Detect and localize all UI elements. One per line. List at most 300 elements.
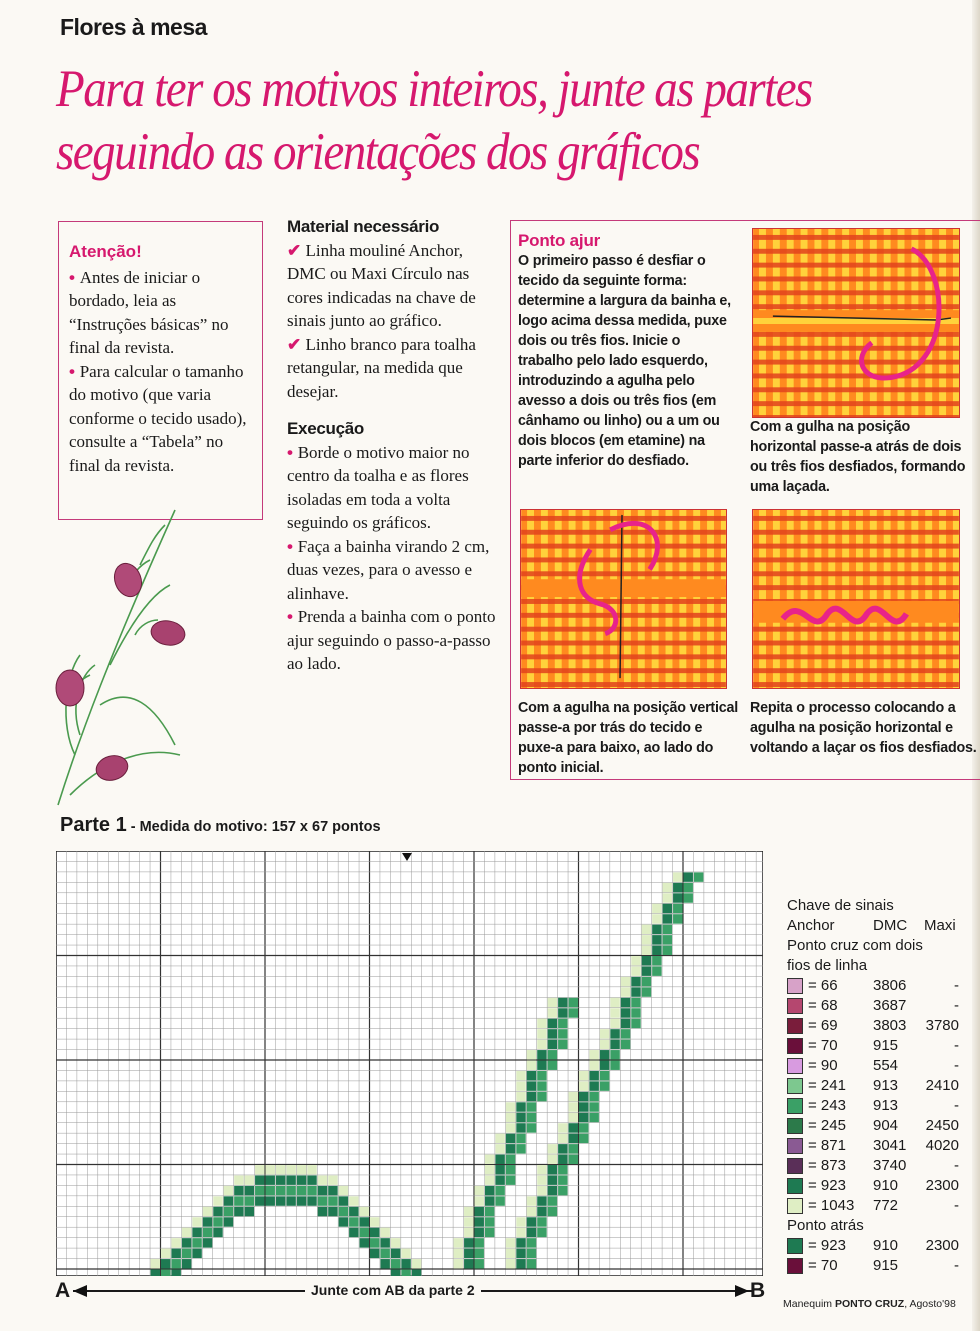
symbol-swatch-icon [787,1138,803,1154]
stitch-cell [579,1092,588,1101]
stitch-cell [328,1207,337,1216]
stitch-cell [297,1186,306,1195]
stitch-cell [475,1238,484,1247]
stitch-cell [213,1196,222,1205]
stitch-cell [506,1123,515,1132]
cross-stitch-chart [56,851,763,1276]
stitch-cell [652,914,661,923]
stitch-cell [349,1217,358,1226]
stitch-cell [610,1008,619,1017]
stitch-cell [527,1217,536,1226]
stitch-cell [642,935,651,944]
stitch-cell [569,1134,578,1143]
key-maxi: 2410 [925,1077,959,1094]
stitch-cell [485,1207,494,1216]
stitch-cell [516,1144,525,1153]
key-maxi: - [954,1057,959,1074]
execution-item-2: • Faça a bainha virando 2 cm, duas vezes, para o avesso e alinhave. [287,536,490,603]
stitch-cell [266,1186,275,1195]
stitch-cell [673,893,682,902]
key-maxi: - [954,1037,959,1054]
step-2-caption: Com a agulha na posição vertical passe-a por trás do tecido e puxe-a para baixo, ao lado do ponto inicial. [518,700,739,776]
key-dmc: 554 [873,1057,899,1074]
stitch-cell [454,1249,463,1258]
key-row [787,1236,980,1256]
stitch-cell [537,1071,546,1080]
attention-box [58,221,263,520]
stitch-cell [464,1259,473,1268]
stitch-cell [589,1102,598,1111]
stitch-cell [663,883,672,892]
stitch-cell [621,1019,630,1028]
stitch-cell [182,1238,191,1247]
stitch-cell [569,998,578,1007]
stitch-cell [537,1175,546,1184]
key-row [787,1196,980,1216]
stitch-cell [475,1259,484,1268]
stitch-cell [579,1134,588,1143]
key-dmc: 3687 [873,997,907,1014]
stitch-cell [307,1175,316,1184]
stitch-cell [203,1207,212,1216]
stitch-cell [349,1196,358,1205]
material-item-1: ✔ Linha mouliné Anchor, DMC ou Maxi Círculo nas cores indicadas na chave de sinais junto ao gráfico. [287,240,476,330]
stitch-cell [516,1102,525,1111]
stitch-cell [192,1249,201,1258]
stitch-cell [370,1217,379,1226]
join-text: Junte com AB da parte 2 [305,1282,481,1298]
stitch-cell [652,956,661,965]
key-maxi: - [954,1257,959,1274]
symbol-swatch-icon [787,1258,803,1274]
key-maxi: 2300 [925,1237,959,1254]
stitch-cell [203,1238,212,1247]
symbol-swatch-icon [787,1158,803,1174]
key-row [787,1136,980,1156]
step-3-caption: Repita o processo colocando a agulha na posição horizontal e voltando a laçar os fios desfiados. [750,700,977,756]
key-col-dmc: DMC [873,917,908,934]
stitch-cell [589,1092,598,1101]
bullet-icon: • [287,536,298,556]
stitch-cell [527,1249,536,1258]
arrow-right-icon [735,1284,749,1298]
stitch-cell [370,1238,379,1247]
stitch-cell [495,1175,504,1184]
bullet-icon: • [69,361,80,381]
stitch-cell [506,1113,515,1122]
stitch-cell [245,1175,254,1184]
stitch-cell [527,1081,536,1090]
stitch-cell [548,998,557,1007]
stitch-cell [224,1207,233,1216]
symbol-swatch-icon [787,1058,803,1074]
footer: Manequim PONTO CRUZ, Agosto'98 [783,1298,956,1310]
key-section-backstitch: Ponto atrás [787,1217,864,1234]
material-item-2: ✔ Linho branco para toalha retangular, na medida que desejar. [287,334,476,401]
stitch-cell [537,1207,546,1216]
tulip-bud [93,752,130,783]
material-title: Material necessário [287,217,440,236]
key-row [787,976,980,996]
stitch-cell [506,1134,515,1143]
stitch-cell [506,1259,515,1268]
key-dmc: 913 [873,1077,899,1094]
key-dmc: 3803 [873,1017,907,1034]
key-dmc: 915 [873,1257,899,1274]
stitch-cell [642,977,651,986]
stitch-cell [401,1259,410,1268]
stitch-cell [380,1249,389,1258]
stitch-cell [548,1050,557,1059]
stitch-cell [516,1217,525,1226]
key-section-cross: Ponto cruz com dois fios de linha [787,937,923,974]
stitch-cell [527,1113,536,1122]
attention-title: Atenção! [69,242,142,261]
stitch-cell [307,1165,316,1174]
stitch-cell [621,977,630,986]
stitch-cell [558,1040,567,1049]
stitch-cell [652,946,661,955]
stitch-cell [255,1165,264,1174]
attention-item-2: • Para calcular o tamanho do motivo (que varia conforme o tecido usado), consulte a “Tabela” no final da revista. [69,361,247,475]
stitch-cell [266,1175,275,1184]
symbol-swatch-icon [787,998,803,1014]
stitch-cell [610,1040,619,1049]
stitch-cell [360,1238,369,1247]
stitch-cell [516,1238,525,1247]
checkmark-icon: ✔ [287,334,302,354]
stitch-cell [631,966,640,975]
stitch-cell [464,1249,473,1258]
stitch-cell [579,1123,588,1132]
stitch-cell [360,1228,369,1237]
stitch-cell [548,1207,557,1216]
stitch-cell [600,1061,609,1070]
key-anchor: = 70 [808,1037,838,1054]
stitch-cell [527,1092,536,1101]
stitch-cell [621,1029,630,1038]
ajur-intro [518,231,733,471]
stitch-cell [391,1249,400,1258]
stitch-cell [475,1186,484,1195]
stitch-cell [412,1270,421,1277]
stitch-cell [182,1228,191,1237]
stitch-cell [537,1040,546,1049]
key-maxi: - [954,1157,959,1174]
stitch-diagram-1 [752,228,960,418]
stitch-cell [506,1165,515,1174]
stitch-cell [401,1270,410,1277]
bullet-icon: • [69,267,80,287]
stitch-cell [485,1228,494,1237]
stitch-cell [182,1249,191,1258]
symbol-swatch-icon [787,1098,803,1114]
stitch-cell [663,904,672,913]
section-title: Flores à mesa [60,14,207,40]
stitch-cell [694,872,703,881]
stitch-cell [349,1228,358,1237]
join-line [55,1279,775,1305]
stitch-cell [475,1207,484,1216]
stitch-cell [516,1071,525,1080]
stitch-cell [360,1217,369,1226]
step-1-caption: Com a gulha na posição horizontal passe-a atrás de dois ou três fios desfiados, formando uma laçada. [750,419,966,495]
symbol-swatch-icon [787,1038,803,1054]
stitch-cell [318,1207,327,1216]
part-title: Parte 1 - Medida do motivo: 157 x 67 pontos [60,814,381,836]
stitch-cell [600,1040,609,1049]
stitch-cell [548,1008,557,1017]
stitch-cell [171,1249,180,1258]
stitch-cell [255,1175,264,1184]
stitch-cell [495,1186,504,1195]
stitch-cell [537,1081,546,1090]
stitch-cell [527,1259,536,1268]
stitch-cell [464,1217,473,1226]
stitch-cell [286,1186,295,1195]
key-title: Chave de sinais [787,897,894,914]
stitch-cell [631,1008,640,1017]
stitch-cell [360,1207,369,1216]
symbol-swatch-icon [787,1018,803,1034]
stitch-cell [684,872,693,881]
stitch-cell [475,1228,484,1237]
stitch-cell [203,1217,212,1226]
key-dmc: 3740 [873,1157,907,1174]
stitch-cell [475,1217,484,1226]
stitch-cell [516,1123,525,1132]
stitch-cell [516,1092,525,1101]
attention-item-1: • Antes de iniciar o bordado, leia as “Instruções básicas” no final da revista. [69,267,229,357]
symbol-swatch-icon [787,1238,803,1254]
arrow-left-icon [73,1284,87,1298]
stitch-cell [370,1228,379,1237]
stitch-cell [537,1165,546,1174]
ajur-box [510,220,980,780]
key-anchor: = 68 [808,997,838,1014]
stitch-cell [558,1123,567,1132]
stitch-cell [673,914,682,923]
stitch-cell [548,1040,557,1049]
key-dmc: 3806 [873,977,907,994]
stitch-cell [579,1071,588,1080]
key-row [787,1256,980,1276]
stitch-cell [328,1186,337,1195]
stitch-cell [548,1029,557,1038]
stitch-cell [527,1071,536,1080]
key-maxi: 4020 [925,1137,959,1154]
stitch-cell [286,1175,295,1184]
key-anchor: = 923 [808,1237,846,1254]
flower-illustration [40,505,190,815]
stitch-cell [652,966,661,975]
stitch-cell [663,925,672,934]
stitch-cell [569,1155,578,1164]
stitch-cell [652,935,661,944]
stitch-cell [380,1228,389,1237]
stitch-cell [537,1029,546,1038]
stitch-cell [548,1186,557,1195]
stitch-cell [151,1270,160,1277]
stitch-cell [527,1228,536,1237]
key-anchor: = 70 [808,1257,838,1274]
stitch-cell [234,1207,243,1216]
key-row [787,996,980,1016]
stitch-cell [558,1029,567,1038]
stitch-cell [600,1050,609,1059]
stitch-cell [286,1165,295,1174]
stitch-cell [642,925,651,934]
stitch-cell [286,1196,295,1205]
stitch-cell [558,998,567,1007]
stitch-cell [495,1155,504,1164]
stitch-cell [464,1207,473,1216]
key-dmc: 913 [873,1097,899,1114]
key-row [787,1096,980,1116]
stitch-cell [161,1249,170,1258]
stitch-cell [475,1196,484,1205]
stitch-cell [255,1196,264,1205]
stitch-cell [224,1196,233,1205]
symbol-swatch-icon [787,1198,803,1214]
stitch-cell [485,1155,494,1164]
stitch-cell [307,1196,316,1205]
stitch-cell [537,1061,546,1070]
stitch-cell [454,1238,463,1247]
stitch-cell [276,1196,285,1205]
stitch-cell [600,1071,609,1080]
stitch-cell [527,1061,536,1070]
bullet-icon: • [287,607,298,626]
stitch-cell [516,1113,525,1122]
key-maxi: 2300 [925,1177,959,1194]
stitch-cell [516,1134,525,1143]
stitch-cell [558,1134,567,1143]
key-dmc: 910 [873,1237,899,1254]
stitch-cell [652,925,661,934]
key-anchor: = 243 [808,1097,846,1114]
key-anchor: = 245 [808,1117,846,1134]
key-anchor: = 66 [808,977,838,994]
stitch-cell [621,1040,630,1049]
key-rows-backstitch [787,1236,980,1276]
stitch-cell [537,1228,546,1237]
stitch-cell [673,872,682,881]
stitch-cell [569,1113,578,1122]
headline [56,58,956,183]
stitch-cell [234,1196,243,1205]
stitch-cell [621,1008,630,1017]
key-anchor: = 1043 [808,1197,855,1214]
stitch-cell [391,1270,400,1277]
key-row [787,1036,980,1056]
stitch-cell [370,1249,379,1258]
stitch-cell [631,1019,640,1028]
stitch-cell [495,1165,504,1174]
stitch-cell [276,1186,285,1195]
stitch-cell [663,935,672,944]
headline-line-2: seguindo as orientações dos gráficos [56,122,700,182]
stitch-cell [569,1144,578,1153]
part-subtitle: - Medida do motivo: 157 x 67 pontos [126,819,381,835]
ajur-intro-text: O primeiro passo é desfiar o tecido da seguinte forma: determine a largura da bainha e, logo acima dessa medida, puxe dois ou três fios. Inicie o trabalho pelo lado esquerdo, introduzindo a agulha pelo avesso a dois ou três fios (em cânhamo ou linho) ou a um ou dois blocos (em etamine) na parte inferior do desfiado. [518,253,731,469]
stitch-cell [192,1217,201,1226]
stitch-cell [558,1175,567,1184]
symbol-swatch-icon [787,1078,803,1094]
stitch-cell [642,987,651,996]
stitch-cell [642,966,651,975]
key-col-maxi: Maxi [924,917,956,934]
stitch-cell [548,1019,557,1028]
stitch-cell [673,883,682,892]
stitch-cell [464,1238,473,1247]
stitch-cell [642,946,651,955]
stitch-cell [401,1249,410,1258]
stitch-cell [328,1175,337,1184]
marker-b: B [750,1279,766,1302]
stitch-cell [161,1270,170,1277]
stitch-cell [485,1196,494,1205]
symbol-swatch-icon [787,978,803,994]
stitch-cell [537,1217,546,1226]
stitch-cell [610,1029,619,1038]
stitch-cell [318,1175,327,1184]
key-row [787,1156,980,1176]
stitch-cell [537,1196,546,1205]
stitch-cell [349,1207,358,1216]
stitch-cell [307,1186,316,1195]
stitch-cell [495,1144,504,1153]
stitch-cell [475,1249,484,1258]
key-dmc: 915 [873,1037,899,1054]
stitch-cell [548,1175,557,1184]
stitch-cell [569,1102,578,1111]
key-row [787,1076,980,1096]
stitch-cell [527,1196,536,1205]
stitch-cell [558,1186,567,1195]
checkmark-icon: ✔ [287,240,302,260]
key-rows [787,976,980,1216]
stitch-cell [548,1196,557,1205]
key-header [787,916,980,936]
stitch-cell [673,904,682,913]
stitch-cell [339,1186,348,1195]
stitch-cell [266,1165,275,1174]
stitch-cell [663,893,672,902]
key-col-anchor: Anchor [787,917,835,934]
stitch-cell [610,1050,619,1059]
stitch-cell [245,1186,254,1195]
bullet-icon: • [287,442,298,462]
key-maxi: - [954,1097,959,1114]
stitch-cell [610,1019,619,1028]
stitch-cell [621,987,630,996]
stitch-cell [548,1165,557,1174]
stitch-cell [318,1186,327,1195]
stitch-cell [506,1249,515,1258]
stitch-cell [391,1238,400,1247]
stitch-cell [234,1175,243,1184]
stitch-cell [558,1165,567,1174]
material-column [287,215,502,676]
stitch-cell [621,998,630,1007]
stitch-cell [485,1217,494,1226]
stitch-cell [495,1134,504,1143]
stitch-cell [558,1155,567,1164]
stitch-cell [192,1228,201,1237]
stitch-cell [182,1259,191,1268]
execution-item-1: • Borde o motivo maior no centro da toalha e as flores isoladas em toda a volta seguindo os gráficos. [287,442,470,532]
